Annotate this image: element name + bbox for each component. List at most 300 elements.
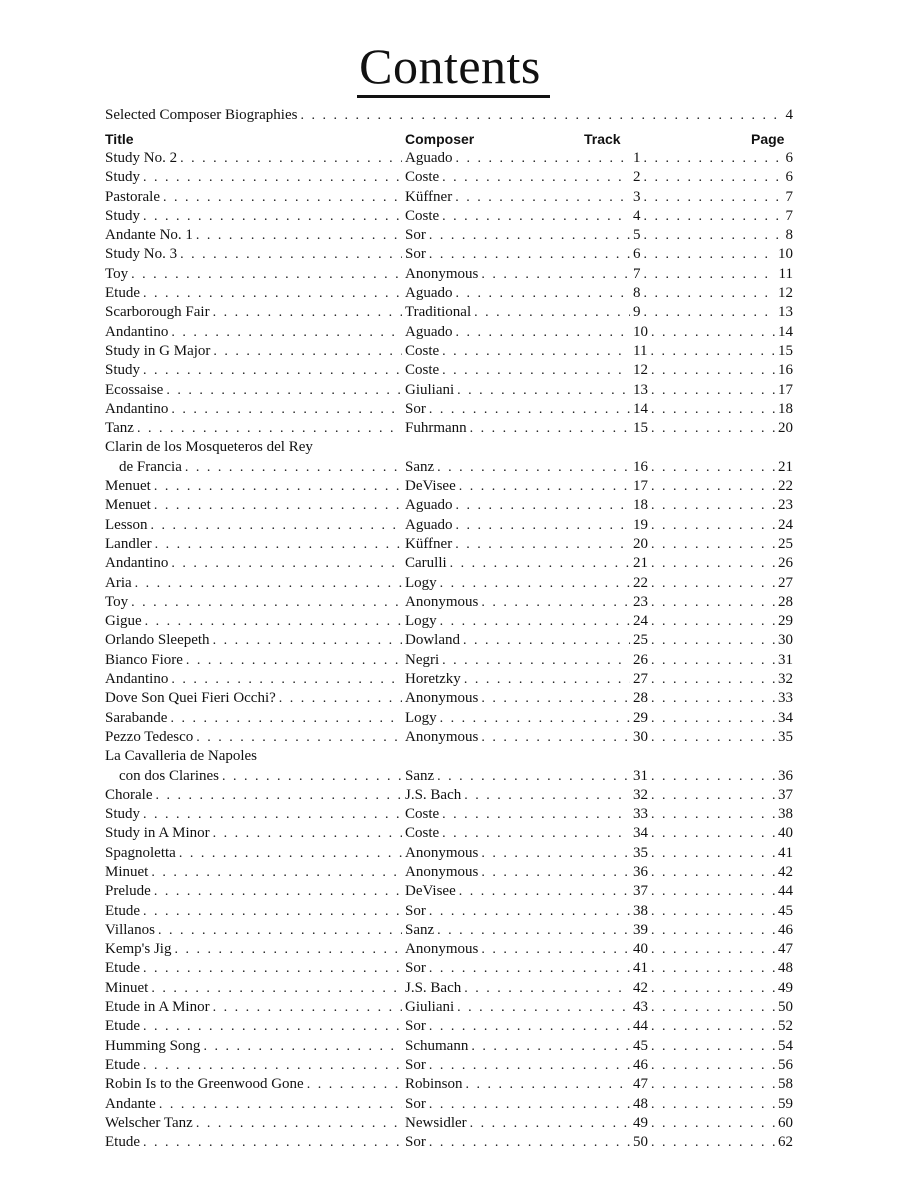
dot-leader <box>464 786 630 805</box>
entry-track: 45 <box>633 1037 648 1054</box>
entry-composer: Giuliani <box>405 999 455 1016</box>
entry-page: 15 <box>778 342 793 359</box>
entry-title: Tanz <box>105 420 134 437</box>
dot-leader <box>459 477 630 496</box>
entry-page: 6 <box>785 169 793 186</box>
table-row <box>105 188 793 207</box>
dot-leader <box>158 921 402 940</box>
table-row <box>105 535 793 554</box>
entry-page: 45 <box>778 902 793 919</box>
entry-composer: Anonymous <box>405 941 479 958</box>
dot-leader <box>651 998 775 1017</box>
entry-page: 36 <box>778 767 793 784</box>
dot-leader <box>651 631 775 650</box>
entry-page: 29 <box>778 613 793 630</box>
entry-title: Andantino <box>105 323 169 340</box>
entry-track: 33 <box>633 806 648 823</box>
dot-leader <box>429 959 630 978</box>
table-row <box>105 844 793 863</box>
entry-title: Kemp's Jig <box>105 941 172 958</box>
dot-leader <box>185 458 402 477</box>
entry-page: 48 <box>778 960 793 977</box>
entry-track: 34 <box>633 825 648 842</box>
table-row <box>105 284 793 303</box>
table-row <box>105 824 793 843</box>
entry-composer: Carulli <box>405 555 447 572</box>
entry-title: Welscher Tanz <box>105 1114 193 1131</box>
entry-title: Study No. 2 <box>105 150 178 166</box>
table-row <box>105 631 793 650</box>
entry-page: 16 <box>778 362 793 379</box>
entry-page: 56 <box>778 1056 793 1073</box>
table-row <box>105 786 793 805</box>
dot-leader <box>651 921 775 940</box>
entry-page: 25 <box>778 535 793 552</box>
dot-leader <box>159 1095 402 1114</box>
dot-leader <box>651 844 775 863</box>
entry-track: 22 <box>633 574 648 591</box>
entry-composer: Sor <box>405 400 426 417</box>
entry-title: Etude <box>105 285 140 302</box>
entry-title: Menuet <box>105 497 151 514</box>
entry-page: 31 <box>778 651 793 668</box>
dot-leader <box>651 381 775 400</box>
dot-leader <box>307 1075 402 1094</box>
dot-leader <box>651 1095 775 1114</box>
entry-composer: Newsidler <box>405 1114 467 1131</box>
dot-leader <box>155 786 402 805</box>
table-row <box>105 381 793 400</box>
entry-title: Orlando Sleepeth <box>105 632 210 649</box>
dot-leader <box>179 844 402 863</box>
dot-leader <box>651 1075 775 1094</box>
dot-leader <box>154 496 402 515</box>
entry-title: Study <box>105 806 141 823</box>
dot-leader <box>440 709 630 728</box>
table-row <box>105 323 793 342</box>
dot-leader <box>131 265 402 284</box>
entry-track: 42 <box>633 979 648 996</box>
dot-leader <box>644 149 783 168</box>
entry-title: Minuet <box>105 979 149 996</box>
entry-composer: Coste <box>405 825 440 842</box>
entry-track: 26 <box>633 651 648 668</box>
dot-leader <box>143 207 402 226</box>
entry-composer: Anonymous <box>405 593 479 610</box>
entry-page: 58 <box>778 1076 793 1093</box>
entry-title: Prelude <box>105 883 151 900</box>
dot-leader <box>186 651 402 670</box>
entry-composer: Aguado <box>405 150 453 166</box>
dot-leader <box>442 805 630 824</box>
table-row <box>105 419 793 438</box>
entry-track: 8 <box>633 285 641 302</box>
table-row <box>105 342 793 361</box>
entry-page: 33 <box>778 690 793 707</box>
dot-leader <box>457 381 630 400</box>
entry-track: 1 <box>633 150 641 166</box>
dot-leader <box>651 361 775 380</box>
entry-page: 54 <box>778 1037 793 1054</box>
entry-track: 18 <box>633 497 648 514</box>
dot-leader <box>155 535 402 554</box>
entry-track: 27 <box>633 671 648 688</box>
dot-leader <box>651 863 775 882</box>
entry-composer: Anonymous <box>405 265 479 282</box>
dot-leader <box>131 593 402 612</box>
dot-leader <box>213 824 402 843</box>
dot-leader <box>651 535 775 554</box>
dot-leader <box>429 1056 630 1075</box>
header-track: Track <box>584 131 621 147</box>
dot-leader <box>651 786 775 805</box>
dot-leader <box>170 709 402 728</box>
entry-track: 6 <box>633 246 641 263</box>
entry-composer: Coste <box>405 169 440 186</box>
table-row <box>105 1075 793 1094</box>
entry-page: 35 <box>778 728 793 745</box>
table-row <box>105 959 793 978</box>
table-row <box>105 361 793 380</box>
entry-page: 34 <box>778 709 793 726</box>
entry-page: 7 <box>785 207 793 224</box>
entry-track: 35 <box>633 844 648 861</box>
entry-page: 30 <box>778 632 793 649</box>
dot-leader <box>442 361 630 380</box>
entry-composer: Negri <box>405 651 440 668</box>
dot-leader <box>644 284 776 303</box>
dot-leader <box>651 496 775 515</box>
entry-composer: Sor <box>405 246 426 263</box>
entry-track: 29 <box>633 709 648 726</box>
dot-leader <box>459 882 630 901</box>
entry-page: 23 <box>778 497 793 514</box>
entry-track: 25 <box>633 632 648 649</box>
entry-composer: DeVisee <box>405 883 456 900</box>
table-row <box>105 921 793 940</box>
dot-leader <box>213 342 402 361</box>
dot-leader <box>471 1037 630 1056</box>
dot-leader <box>429 400 630 419</box>
entry-page: 59 <box>778 1095 793 1112</box>
entry-page: 8 <box>785 227 793 244</box>
entry-title: Andantino <box>105 400 169 417</box>
dot-leader <box>481 863 630 882</box>
title-underline <box>357 95 550 98</box>
dot-leader <box>651 593 775 612</box>
dot-leader <box>145 612 402 631</box>
table-row <box>105 979 793 998</box>
table-row <box>105 574 793 593</box>
entry-composer: Anonymous <box>405 863 479 880</box>
dot-leader <box>644 168 783 187</box>
table-row <box>105 149 793 168</box>
entry-composer: Sor <box>405 1018 426 1035</box>
entry-page: 24 <box>778 516 793 533</box>
dot-leader <box>171 554 402 573</box>
entry-track: 2 <box>633 169 641 186</box>
dot-leader <box>644 188 783 207</box>
entry-track: 50 <box>633 1134 648 1151</box>
entry-page: 27 <box>778 574 793 591</box>
dot-leader <box>651 902 775 921</box>
entry-track: 9 <box>633 304 641 321</box>
entry-page: 22 <box>778 478 793 495</box>
dot-leader <box>481 593 630 612</box>
entry-composer: DeVisee <box>405 478 456 495</box>
entry-track: 46 <box>633 1056 648 1073</box>
entry-composer: Coste <box>405 806 440 823</box>
entry-title: Aria <box>105 574 132 591</box>
dot-leader <box>651 959 775 978</box>
dot-leader <box>455 188 630 207</box>
dot-leader <box>151 979 402 998</box>
table-row <box>105 168 793 187</box>
dot-leader <box>651 709 775 728</box>
dot-leader <box>481 844 630 863</box>
entry-title: Andante <box>105 1095 156 1112</box>
entry-composer: Anonymous <box>405 728 479 745</box>
header-page: Page <box>751 131 785 147</box>
entry-page: 37 <box>778 786 793 803</box>
dot-leader <box>154 882 402 901</box>
entry-composer: Sanz <box>405 458 435 475</box>
dot-leader <box>651 767 775 786</box>
entry-title: Etude in A Minor <box>105 999 210 1016</box>
entry-track: 20 <box>633 535 648 552</box>
entry-track: 23 <box>633 593 648 610</box>
header-title: Title <box>105 131 134 147</box>
dot-leader <box>151 516 403 535</box>
dot-leader <box>651 1133 775 1152</box>
entry-track: 16 <box>633 458 648 475</box>
table-row <box>105 400 793 419</box>
entry-page: 11 <box>778 265 793 282</box>
entry-title: Humming Song <box>105 1037 201 1054</box>
dot-leader <box>456 516 631 535</box>
dot-leader <box>651 574 775 593</box>
table-row <box>105 902 793 921</box>
dot-leader <box>651 612 775 631</box>
table-row <box>105 940 793 959</box>
dot-leader <box>651 419 775 438</box>
dot-leader <box>651 670 775 689</box>
entry-title: Pezzo Tedesco <box>105 728 194 745</box>
entry-track: 38 <box>633 902 648 919</box>
entry-page: 28 <box>778 593 793 610</box>
dot-leader <box>470 419 630 438</box>
entry-title-line1: La Cavalleria de Napoles <box>105 748 258 765</box>
dot-leader <box>222 767 402 786</box>
entry-title: Andantino <box>105 555 169 572</box>
entry-composer: Sanz <box>405 767 435 784</box>
entry-track: 13 <box>633 381 648 398</box>
entry-composer: Aguado <box>405 323 453 340</box>
entry-title: Bianco Fiore <box>105 651 183 668</box>
entry-title: Dove Son Quei Fieri Occhi? <box>105 690 276 707</box>
entry-title-line1: Clarin de los Mosqueteros del Rey <box>105 439 313 456</box>
entry-composer: Logy <box>405 613 437 630</box>
dot-leader <box>171 400 402 419</box>
table-row <box>105 709 793 728</box>
biographies-page: 4 <box>785 107 793 123</box>
entry-title: Study <box>105 362 141 379</box>
dot-leader <box>154 477 402 496</box>
table-row <box>105 1017 793 1036</box>
entry-composer: Sor <box>405 960 426 977</box>
dot-leader <box>137 419 402 438</box>
entry-track: 21 <box>633 555 648 572</box>
entry-title: Andantino <box>105 671 169 688</box>
entry-page: 13 <box>778 304 793 321</box>
entry-page: 17 <box>778 381 793 398</box>
entry-composer: Robinson <box>405 1076 463 1093</box>
entry-composer: Coste <box>405 362 440 379</box>
entry-track: 28 <box>633 690 648 707</box>
dot-leader <box>143 1133 402 1152</box>
entry-title: Villanos <box>105 921 155 938</box>
entry-title: Scarborough Fair <box>105 304 210 321</box>
dot-leader <box>466 1075 630 1094</box>
dot-leader <box>429 226 630 245</box>
table-row <box>105 612 793 631</box>
dot-leader <box>644 207 783 226</box>
entry-track: 4 <box>633 207 641 224</box>
entry-composer: Logy <box>405 574 437 591</box>
dot-leader <box>651 979 775 998</box>
dot-leader <box>651 689 775 708</box>
entry-track: 12 <box>633 362 648 379</box>
dot-leader <box>166 381 402 400</box>
dot-leader <box>644 265 776 284</box>
dot-leader <box>651 1114 775 1133</box>
dot-leader <box>429 1017 630 1036</box>
dot-leader <box>437 767 630 786</box>
table-row <box>105 670 793 689</box>
dot-leader <box>464 670 630 689</box>
dot-leader <box>651 323 775 342</box>
entry-composer: Sor <box>405 1095 426 1112</box>
table-row <box>105 226 793 245</box>
dot-leader <box>481 728 630 747</box>
entry-page: 21 <box>778 458 793 475</box>
entry-composer: Küffner <box>405 535 453 552</box>
dot-leader <box>429 1095 630 1114</box>
entry-track: 48 <box>633 1095 648 1112</box>
table-row <box>105 998 793 1017</box>
entry-composer: Giuliani <box>405 381 455 398</box>
dot-leader <box>163 188 402 207</box>
entry-title: Toy <box>105 265 129 282</box>
dot-leader <box>213 998 402 1017</box>
table-row <box>105 728 793 747</box>
entry-page: 50 <box>778 999 793 1016</box>
entry-composer: Logy <box>405 709 437 726</box>
table-row <box>105 863 793 882</box>
table-row <box>105 1095 793 1114</box>
dot-leader <box>440 612 630 631</box>
entry-page: 62 <box>778 1134 793 1151</box>
entry-page: 60 <box>778 1114 793 1131</box>
table-row <box>105 516 793 535</box>
entry-track: 24 <box>633 613 648 630</box>
entry-track: 31 <box>633 767 648 784</box>
table-row <box>105 689 793 708</box>
dot-leader <box>651 728 775 747</box>
dot-leader <box>442 342 630 361</box>
entry-composer: Aguado <box>405 285 453 302</box>
entry-page: 26 <box>778 555 793 572</box>
entry-page: 42 <box>778 863 793 880</box>
entry-track: 7 <box>633 265 641 282</box>
dot-leader <box>442 207 630 226</box>
entry-page: 12 <box>778 285 793 302</box>
dot-leader <box>437 921 630 940</box>
entry-composer: Dowland <box>405 632 460 649</box>
dot-leader <box>279 689 402 708</box>
table-row <box>105 767 793 786</box>
contents-table <box>105 149 793 1152</box>
dot-leader <box>651 882 775 901</box>
entry-track: 5 <box>633 227 641 244</box>
entry-composer: Anonymous <box>405 844 479 861</box>
dot-leader <box>455 535 630 554</box>
entry-page: 47 <box>778 941 793 958</box>
dot-leader <box>470 1114 630 1133</box>
dot-leader <box>196 1114 402 1133</box>
dot-leader <box>429 1133 630 1152</box>
entry-title: Study in A Minor <box>105 825 210 842</box>
table-row <box>105 245 793 264</box>
entry-title: Menuet <box>105 478 151 495</box>
table-row <box>105 805 793 824</box>
table-row <box>105 1114 793 1133</box>
entry-track: 17 <box>633 478 648 495</box>
entry-track: 11 <box>633 342 648 359</box>
table-row-title-line <box>105 747 793 766</box>
dot-leader <box>180 149 402 168</box>
entry-title: Andante No. 1 <box>105 227 193 244</box>
entry-composer: Coste <box>405 342 440 359</box>
entry-title: Robin Is to the Greenwood Gone <box>105 1076 304 1093</box>
entry-composer: Fuhrmann <box>405 420 467 437</box>
entry-composer: Sor <box>405 1056 426 1073</box>
dot-leader <box>450 554 630 573</box>
entry-title: Etude <box>105 1056 140 1073</box>
dot-leader <box>143 902 402 921</box>
entry-composer: J.S. Bach <box>405 786 462 803</box>
dot-leader <box>213 303 402 322</box>
entry-composer: Coste <box>405 207 440 224</box>
entry-composer: Anonymous <box>405 690 479 707</box>
table-row <box>105 265 793 284</box>
dot-leader <box>437 458 630 477</box>
entry-title: de Francia <box>119 458 182 475</box>
entry-track: 37 <box>633 883 648 900</box>
dot-leader <box>651 458 775 477</box>
entry-track: 39 <box>633 921 648 938</box>
dot-leader <box>481 689 630 708</box>
entry-composer: Aguado <box>405 516 453 533</box>
dot-leader <box>481 940 630 959</box>
entry-title: Lesson <box>105 516 148 533</box>
dot-leader <box>651 805 775 824</box>
entry-page: 6 <box>785 150 793 166</box>
entry-title: Etude <box>105 1018 140 1035</box>
entry-track: 36 <box>633 863 648 880</box>
entry-page: 32 <box>778 671 793 688</box>
table-row <box>105 458 793 477</box>
